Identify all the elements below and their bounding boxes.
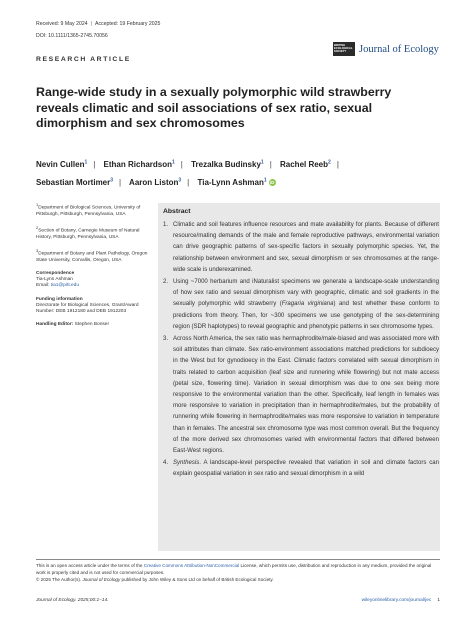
article-info-column [36,202,148,335]
email-label: Email: [36,283,50,289]
journal-url[interactable]: wileyonlinelibrary.com/journal/jec [361,598,432,603]
author[interactable]: Sebastian Mortimer$^3$ [36,177,114,188]
editor-name: Stephen Bonser [74,322,110,328]
abstract-list [163,220,439,481]
orcid-icon[interactable]: iD [269,180,275,186]
journal-citation: Journal of Ecology. 2025;00:1–14. [36,598,109,603]
article-dates: Received: 9 May 2024 | Accepted: 19 February 2025 [36,21,161,27]
abstract-item: 4. Synthesis. A landscape-level perspective revealed that variation in soil and climate factors can explain geospatial variation in sex ratio and sexual dimorphism in a wild [163,460,439,478]
editor-label: Handling Editor: [36,322,74,328]
affiliation: $^3$Department of Botany and Plant Pathology, Oregon State University, Corvallis, Oregon, USA [36,248,148,263]
author[interactable]: Nevin Cullen$^1$ [36,159,88,169]
email-link[interactable]: tia1@pitt.edu [50,283,80,289]
received-date: Received: 9 May 2024 [36,21,88,27]
abstract-item: 3. Across North America, the sex ratio was hermaphrodite/male-biased and was associated more with soil attributes than climate. Sex ratio-environment associations matched predictions for subdioecy in the West but for gynodioecy in the East. Climatic factors correlated with sexual dimorphism in traits related to carbon acquisition (leaf size and runnering while flowering) but not mate access (petal size, flowering time). Variation in sexual dimorphism was due to one sex being more responsive to the environmental variation than the other. Specifically, leaf length in females was more responsive to variation in precipitation than in hermaphrodite/males, but the probability of runnering while flowering in hermaphrodite/males was more responsive to variation in temperature than in females. The ancestral sex chromosome type was most common overall. But the frequency of the more derived sex chromosomes varied with environmental factors that differed between East-West regions. [163,336,439,455]
footer-divider [36,559,440,560]
affiliation: $^1$Department of Biological Sciences, University of Pittsburgh, Pittsburgh, Pennsylvania, USA [36,202,141,217]
abstract-box [158,203,440,551]
journal-name: Journal of Ecology [359,43,439,55]
license-link[interactable]: Creative Commons Attribution-NonCommercial [143,563,240,568]
funding-heading: Funding information [36,296,83,302]
author[interactable]: Trezalka Budinsky$^1$ [191,159,264,169]
journal-logo[interactable] [333,40,441,58]
abstract-item: 1. Climatic and soil features influence resources and mate availability for plants. Because of different resource/mating demands of the male and female reproductive pathways, environmental variation can drive geographic patterns of sex-specific factors in sexually polymorphic species. Yet, the relationship between environment and sex, sexual dimorphism or sex chromosomes at the range-wide scale is underexamined. [163,222,439,273]
author[interactable]: Rachel Reeb$^2$ [280,159,331,169]
author-list: Nevin Cullen$^1$ | Ethan Richardson$^1$ | Trezalka Budinsky$^1$ | Rachel Reeb$^2$ | Sebastian Mortimer$^3$ | Aaron Liston$^3$ | Tia-Lynn Ashman$^1$ iD [36,159,339,188]
page-footer [36,598,440,603]
article-type: RESEARCH ARTICLE [36,56,131,63]
correspondence-name: Tia-Lynn Ashman [36,277,73,283]
accepted-date: Accepted: 19 February 2025 [94,21,161,27]
page-number: 1 [437,598,440,603]
synthesis-label: Synthesis [173,460,200,467]
society-logo-mark: BRITISH ECOLOGICAL SOCIETY [333,42,355,56]
correspondence [36,271,148,290]
doi[interactable]: DOI: 10.1111/1365-2745.70056 [36,33,108,39]
author[interactable]: Aaron Liston$^3$ [129,177,182,188]
license-text: This is an open access article under the terms of the Creative Commons Attribution-NonCommercial License, which permits use, distribution and reproduction in any medium, provided the original work is properly cited and is not used for commercial purposes. © 2025 The Author(s). Journal of Ecology published by John Wiley & Sons Ltd on behalf of British Ecological Society. [36,563,432,583]
abstract-heading: Abstract [163,208,191,215]
handling-editor [36,322,148,328]
author[interactable]: Ethan Richardson$^1$ [103,159,175,169]
correspondence-heading: Correspondence [36,271,75,276]
author[interactable]: Tia-Lynn Ashman$^1$ [197,177,267,188]
affiliation: $^2$Section of Botany, Carnegie Museum of Natural History, Pittsburgh, Pennsylvania, USA [36,225,140,240]
funding [36,297,148,316]
funding-text: Directorate for Biological Sciences, Grant/Award Number: DEB 1912180 and DEB 1912203 [36,302,139,315]
abstract-item: 2. Using ~7000 herbarium and iNaturalist specimens we generate a landscape-scale understanding of how sex ratio and sexual dimorphism vary with geographic, climatic and soil gradients in the sexually polymorphic wild strawberry (Fragaria virginiana) and test whether these conform to predictions from theory. Then, for ~300 specimens we use genotyping of the sex-determining region (SDR haplotypes) to reveal geographic and phenotypic patterns in sex chromosome types. [163,279,439,330]
species-name: Fragaria virginiana [281,301,334,308]
paper-title: Range-wide study in a sexually polymorphic wild strawberry reveals climatic and soil associations of sex ratio, sexual dimorphism and sex chromosomes [36,85,392,130]
